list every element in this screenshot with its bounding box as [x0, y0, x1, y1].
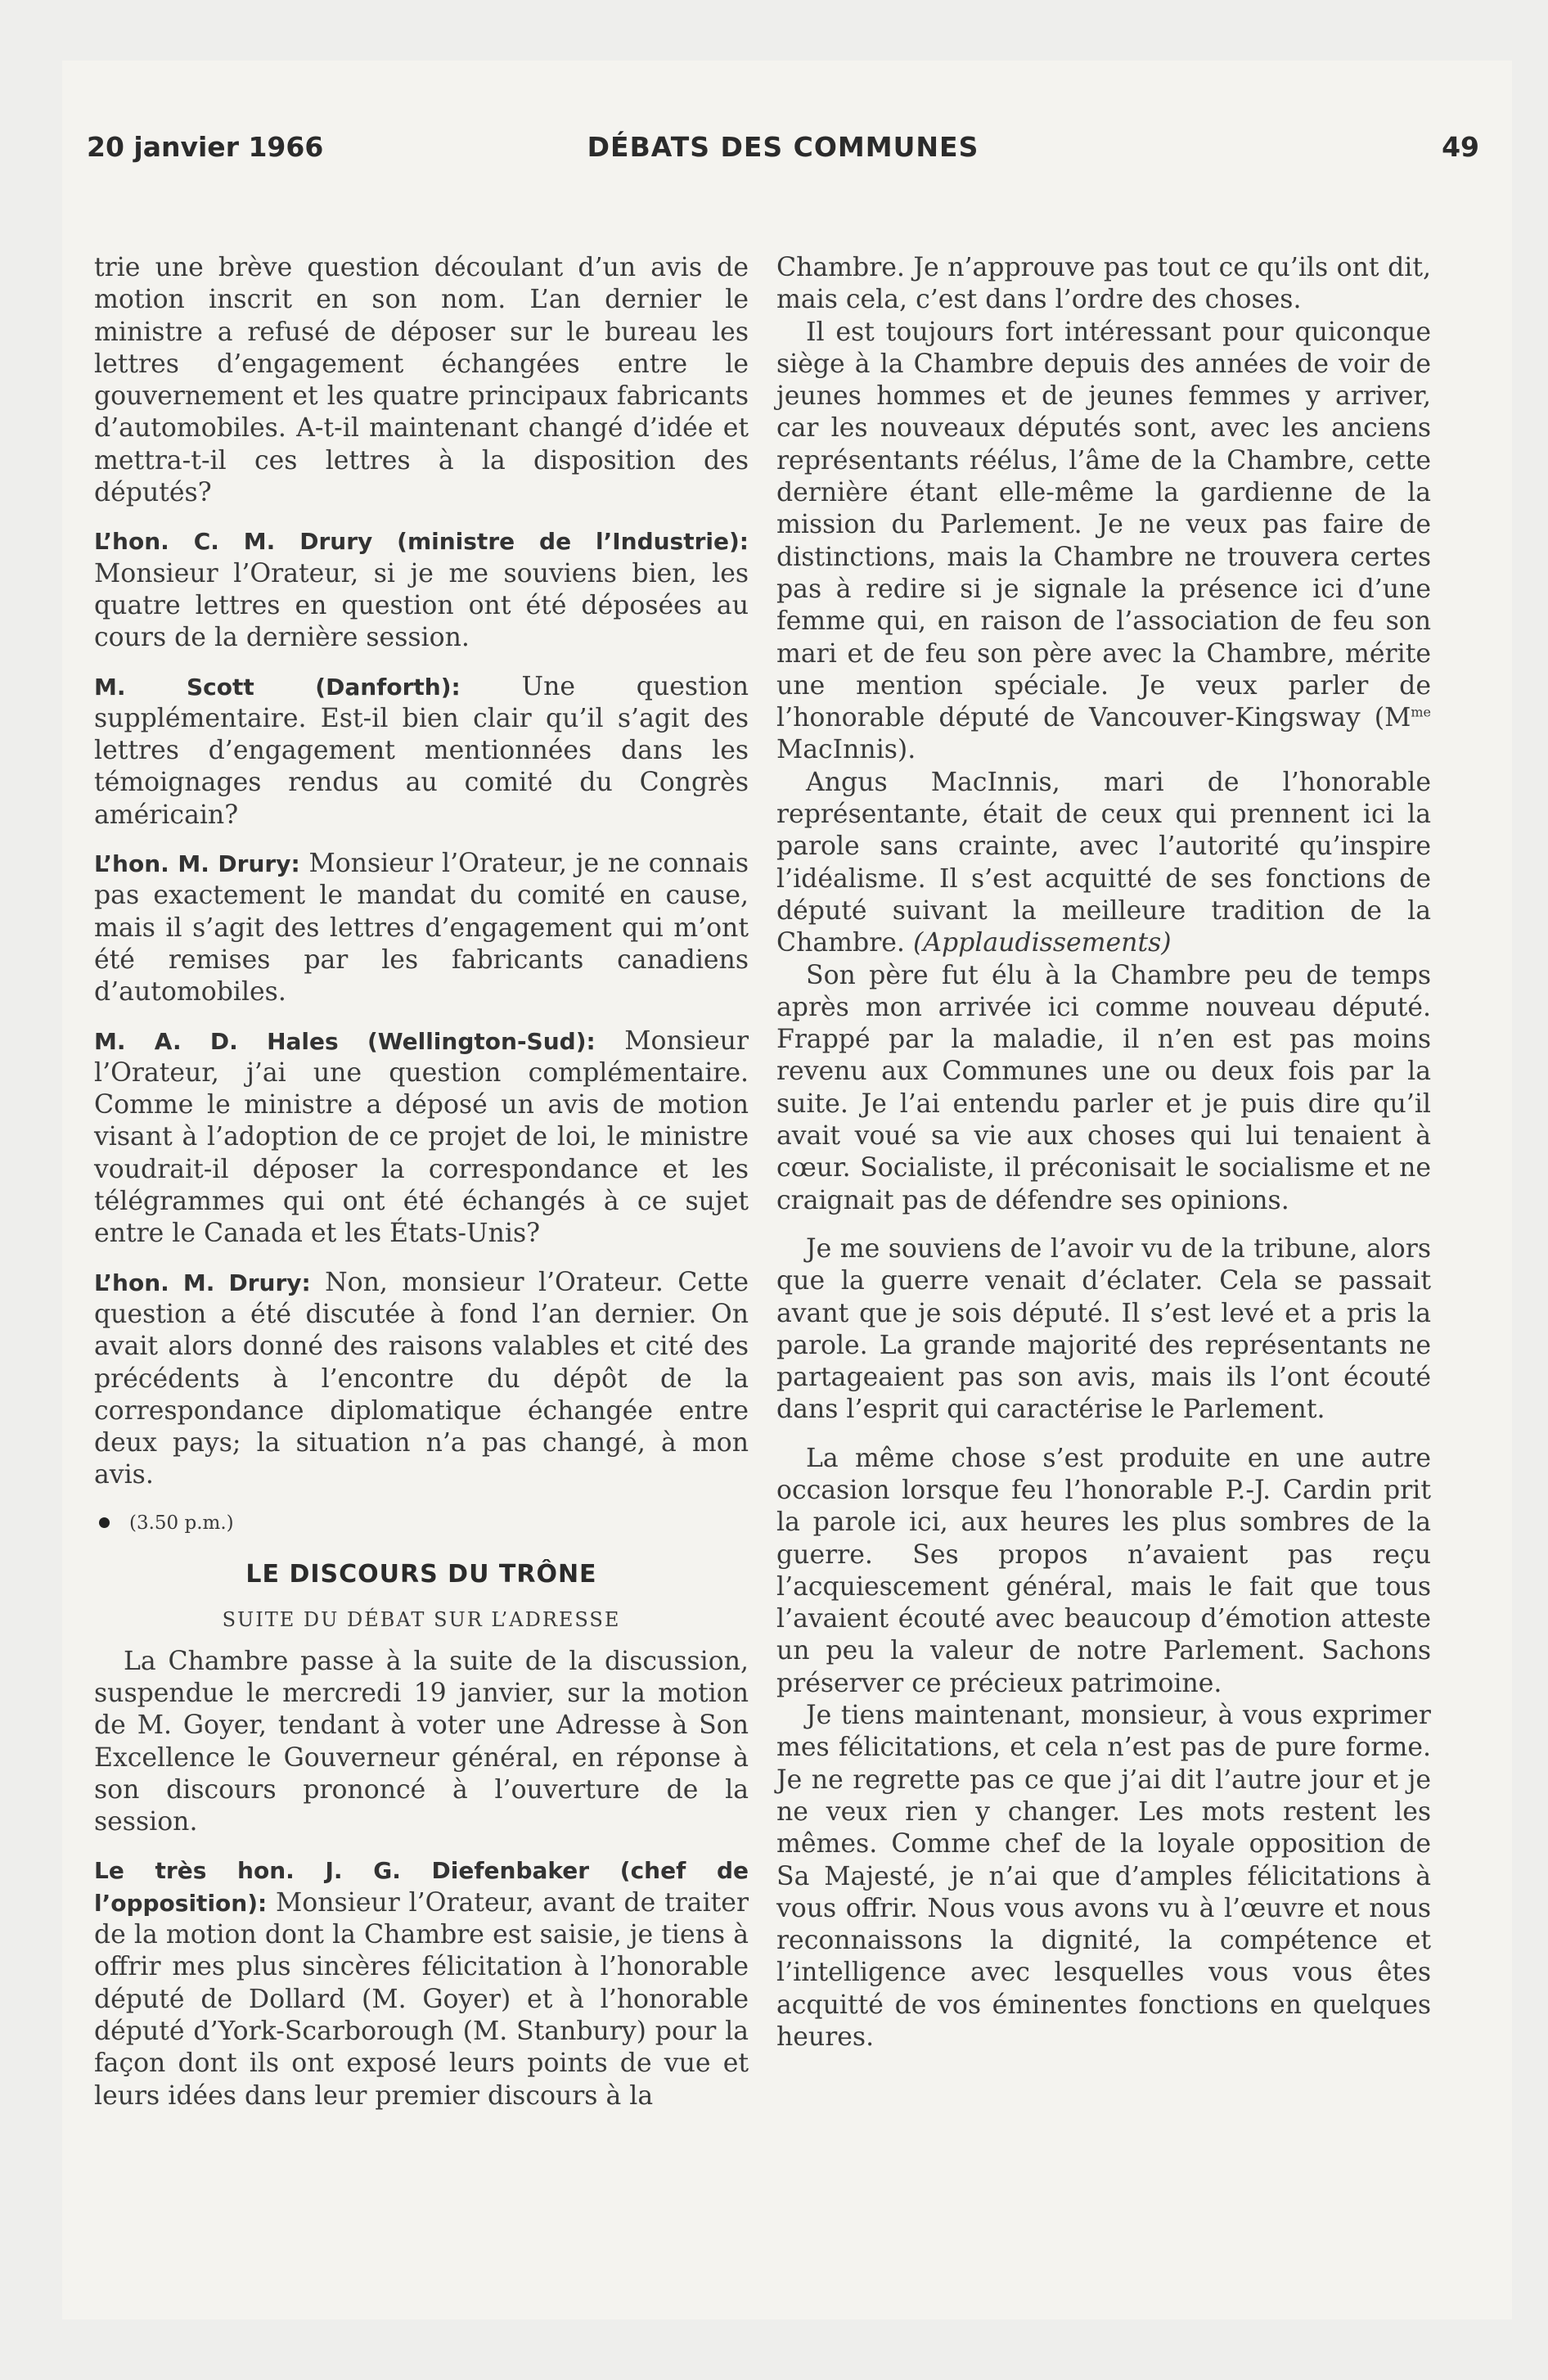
paragraph: Je me souviens de l’avoir vu de la tribune, alors que la guerre venait d’éclater. Cela se passait avant que je sois député. Il s’est levé et a pris la parole. La grande majorité des représentants ne partageaient pas son avis, mais ils l’ont écouté dans l’esprit qui caractérise le Parlement. — [776, 1233, 1431, 1425]
header-date: 20 janvier 1966 — [87, 131, 324, 163]
bullet-icon — [99, 1517, 110, 1528]
paragraph — [94, 1025, 749, 1251]
paragraph — [94, 671, 749, 832]
header-title: DÉBATS DES COMMUNES — [587, 131, 979, 163]
paragraph: Chambre. Je n’approuve pas tout ce qu’ils ont dit, mais cela, c’est dans l’ordre des choses. — [776, 253, 1431, 315]
paragraph — [776, 767, 1431, 960]
left-column — [94, 252, 749, 2112]
speaker-name: Le très hon. J. G. Diefenbaker (chef de l’opposition): — [94, 1857, 749, 1917]
speaker-name: L’hon. M. Drury: — [94, 850, 300, 878]
paragraph — [94, 1855, 749, 2112]
paragraph: Je tiens maintenant, monsieur, à vous exprimer mes félicitations, et cela n’est pas de pure forme. Je ne regrette pas ce que j’ai dit l’autre jour et je ne veux rien y changer. Les mots restent les mêmes. Comme chef de la loyale opposition de Sa Majesté, je n’ai que d’amples félicitations à vous offrir. Nous vous avons vu à l’œuvre et nous reconnaissons la dignité, la compétence et l’intelligence avec lesquelles vous vous êtes acquitté de vos éminentes fonctions en quelques heures. — [776, 1701, 1431, 2053]
applause-note: (Applaudissements) — [912, 928, 1172, 958]
speech-text: Une question supplémentaire. Est-il bien clair qu’il s’agit des lettres d’engagement mentionnées dans les témoignages rendus au comité du Congrès américain? — [94, 671, 749, 830]
speech-text: MacInnis). — [776, 735, 916, 765]
speech-text: Monsieur l’Orateur, avant de traiter de la motion dont la Chambre est saisie, je tiens à offrir mes plus sincères félicitation à l’honorable député de Dollard (M. Goyer) et à l’honorable député d’York-Scarborough (M. Stanbury) pour la façon dont ils ont exposé leurs points de vue et leurs idées dans leur premier discours à la — [94, 1887, 749, 2111]
speaker-name: L’hon. C. M. Drury (ministre de l’Industrie): — [94, 528, 749, 556]
paragraph — [94, 1267, 749, 1492]
paragraph: La même chose s’est produite en une autre occasion lorsque feu l’honorable P.-J. Cardin prit la parole ici, aux heures les plus sombres de la guerre. Ses propos n’avaient pas reçu l’acquiescement général, mais le fait que tous l’avaient écouté avec beaucoup d’émotion atteste un peu la valeur de notre Parlement. Sachons préserver ce précieux patrimoine. — [776, 1443, 1431, 1698]
page-number: 49 — [1442, 131, 1479, 163]
paragraph: Son père fut élu à la Chambre peu de temps après mon arrivée ici comme nouveau député. Frappé par la maladie, il n’en est pas moins revenu aux Communes une ou deux fois par la suite. Je l’ai entendu parler et je puis dire qu’il avait voué sa vie aux choses qui lui tenaient à cœur. Socialiste, il préconisait le socialisme et ne craignait pas de défendre ses opinions. — [776, 960, 1431, 1215]
paragraph — [94, 525, 749, 654]
speech-text: Non, monsieur l’Orateur. Cette question a été discutée à fond l’an dernier. On avait alors donné des raisons valables et cité des précédents à l’encontre du dépôt de la correspondance diplomatique échangée entre deux pays; la situation n’a pas changé, à mon avis. — [94, 1267, 749, 1490]
paragraph: trie une brève question découlant d’un avis de motion inscrit en son nom. L’an dernier le ministre a refusé de déposer sur le bureau les lettres d’engagement échangées entre le gouvernement et les quatre principaux fabricants d’automobiles. A-t-il maintenant changé d’idée et mettra-t-il ces lettres à la disposition des députés? — [94, 253, 749, 508]
speech-text: Angus MacInnis, mari de l’honorable représentante, était de ceux qui prennent ici la parole sans crainte, avec l’autorité qu’inspire l’idéalisme. Il s’est acquitté de ses fonctions de député suivant la meilleure tradition de la Chambre. — [776, 767, 1431, 958]
speech-text: Il est toujours fort intéressant pour quiconque siège à la Chambre depuis des années de voir de jeunes hommes et de jeunes femmes y arriver, car les nouveaux députés sont, avec les anciens représentants réélus, l’âme de la Chambre, cette dernière étant elle-même la gardienne de la mission du Parlement. Je ne veux pas faire de distinctions, mais la Chambre ne trouvera certes pas à redire si je signale la présence ici d’une femme qui, en raison de l’association de feu son mari et de feu son père avec la Chambre, mérite une mention spéciale. Je veux parler de l’honorable député de Vancouver-Kingsway (M — [776, 317, 1431, 733]
page-header — [87, 131, 1479, 172]
time-text: (3.50 p.m.) — [129, 1512, 234, 1534]
speech-text: Monsieur l’Orateur, si je me souviens bien, les quatre lettres en question ont été déposées au cours de la dernière session. — [94, 558, 749, 653]
page — [62, 61, 1512, 2319]
paragraph — [776, 317, 1431, 767]
speech-text: Monsieur l’Orateur, j’ai une question complémentaire. Comme le ministre a déposé un avis de motion visant à l’adoption de ce projet de loi, le ministre voudrait-il déposer la correspondance et les télégrammes qui ont été échangés à ce sujet entre le Canada et les États-Unis? — [94, 1025, 749, 1249]
speaker-name: M. Scott (Danforth): — [94, 673, 461, 701]
speech-text: Monsieur l’Orateur, je ne connais pas exactement le mandat du comité en cause, mais il s’agit des lettres d’engagement qui m’ont été remises par les fabricants canadiens d’automobiles. — [94, 849, 749, 1007]
speaker-name: L’hon. M. Drury: — [94, 1269, 311, 1296]
time-marker — [94, 1510, 749, 1536]
paragraph — [94, 848, 749, 1008]
paragraph: La Chambre passe à la suite de la discussion, suspendue le mercredi 19 janvier, sur la motion de M. Goyer, tendant à voter une Adresse à Son Excellence le Gouverneur général, en réponse à son discours prononcé à l’ouverture de la session. — [94, 1646, 749, 1837]
section-subtitle: SUITE DU DÉBAT SUR L’ADRESSE — [222, 1607, 621, 1631]
section-title: LE DISCOURS DU TRÔNE — [245, 1559, 597, 1589]
superscript: me — [1411, 704, 1431, 720]
speaker-name: M. A. D. Hales (Wellington-Sud): — [94, 1027, 596, 1055]
right-column — [776, 252, 1431, 2053]
